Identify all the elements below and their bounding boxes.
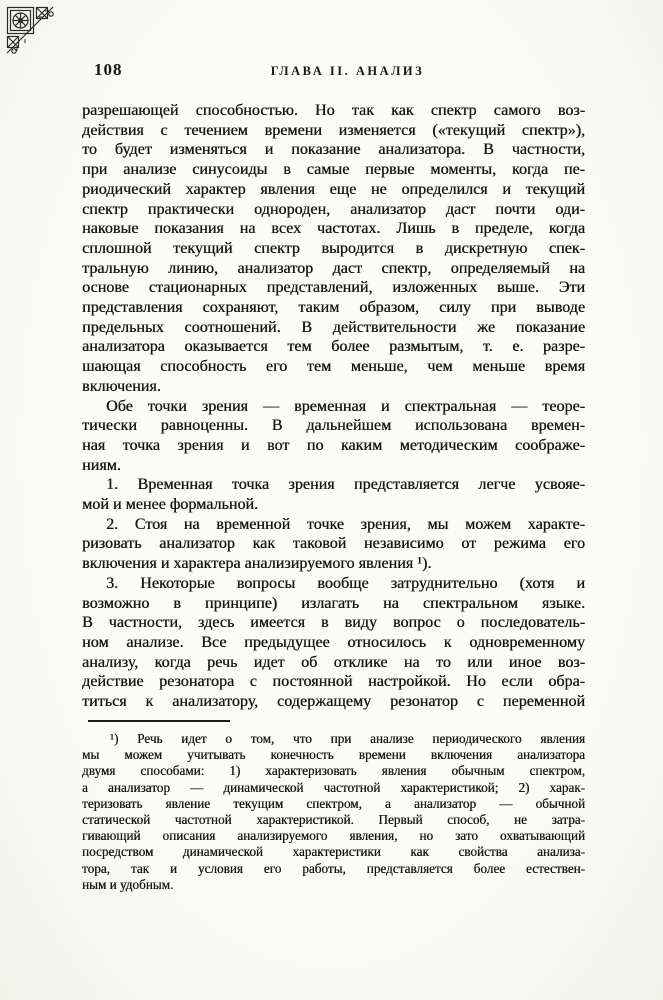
body-line: включения и характера анализируемого явления ¹). [82, 555, 432, 573]
body-line: включения. [82, 377, 161, 395]
body-line: риодический характер явления еще не определился и текущий [82, 180, 585, 198]
body-line: В частности, здесь имеется в виду вопрос о последователь- [82, 614, 585, 632]
body-line: тически равноценны. В дальнейшем использована времен- [82, 417, 585, 435]
body-line: анализу, когда речь идет об отклике на то или иное воз- [82, 653, 585, 671]
body-text [82, 101, 585, 712]
page-number: 108 [94, 60, 123, 79]
body-line: основе стационарных представлений, изложенных выше. Эти [82, 279, 585, 297]
footnote-line: гивающий описания анализируемого явления, но зато охватывающий [82, 828, 585, 844]
body-line: ном анализе. Все предыдущее относилось к одновременному [82, 633, 585, 651]
page-header [82, 60, 585, 82]
body-line: разрешающей способностью. Но так как спектр самого воз- [82, 102, 585, 119]
footnote-line: мы можем учитывать конечность времени включения анализатора [82, 747, 585, 763]
body-line: титься к анализатору, содержащему резонатор с переменной [82, 693, 585, 711]
footnote-line: теризовать явление текущим спектром, а анализатор — обычной [82, 795, 585, 811]
body-line: тральную линию, анализатор даст спектр, определяемый на [82, 259, 585, 277]
footnote-divider [88, 720, 230, 722]
body-line: при анализе синусоиды в самые первые моменты, когда пе- [82, 161, 585, 179]
body-line: ризовать анализатор как таковой независимо от режима его [82, 535, 585, 553]
footnote-line: двумя способами: 1) характеризовать явления обычным спектром, [82, 763, 585, 779]
footnote-text [82, 731, 585, 893]
footnote-line: ным и удобным. [82, 876, 174, 892]
body-line: ная точка зрения и вот по каким методическим соображе- [82, 436, 585, 454]
body-line: 2. Стоя на временной точке зрения, мы можем характе- [106, 515, 585, 533]
body-line: 3. Некоторые вопросы вообще затруднительно (хотя и [106, 574, 585, 592]
footnote-line: ¹) Речь идет о том, что при анализе периодического явления [110, 731, 585, 746]
footnote-line: посредством динамической характеристики как свойства анализа- [82, 844, 585, 860]
footnote-line: а анализатор — динамической частотной характеристикой; 2) харак- [82, 779, 585, 795]
body-line: представления сохраняют, таким образом, силу при выводе [82, 299, 585, 317]
body-line: 1. Временная точка зрения представляется легче усвояе- [106, 476, 585, 494]
body-line: ниям. [82, 456, 121, 474]
body-line: анализатора оказывается тем более размытым, т. е. разре- [82, 338, 585, 356]
footnote-line: статической частотной характеристикой. Первый способ, не затра- [82, 812, 585, 828]
body-line: наковые показания на всех частотах. Лишь в пределе, когда [82, 220, 585, 238]
body-line: сплошной текущий спектр выродится в дискретную спек- [82, 239, 585, 257]
body-line: предельных соотношений. В действительности же показание [82, 318, 585, 336]
body-line: возможно в принципе) излагать на спектральном языке. [82, 594, 585, 612]
body-line: то будет изменяться и показание анализатора. В частности, [82, 141, 585, 159]
body-line: Обе точки зрения — временная и спектральная — теоре- [106, 397, 585, 415]
footnote-line: тора, так и условия его работы, представляется более естествен- [82, 860, 585, 876]
body-line: шающая способность его тем меньше, чем меньше время [82, 358, 585, 376]
running-title: ГЛАВА II. АНАЛИЗ [270, 64, 425, 78]
body-line: действия с течением времени изменяется («текущий спектр»), [82, 121, 585, 139]
body-line: мой и менее формальной. [82, 496, 259, 514]
corner-ornament-icon [5, 5, 59, 59]
body-line: спектр практически однороден, анализатор даст почти оди- [82, 200, 585, 218]
body-line: действие резонатора с постоянной настройкой. Но если обра- [82, 673, 585, 691]
